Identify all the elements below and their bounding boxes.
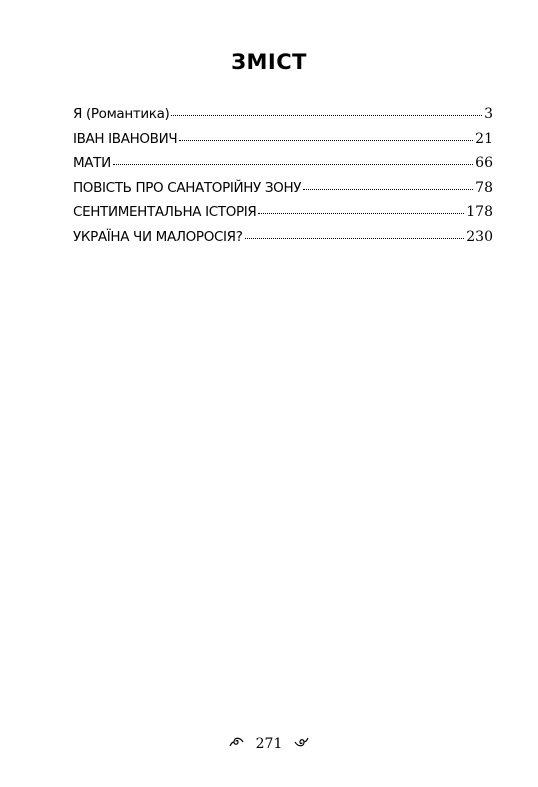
toc-entry[interactable]	[73, 180, 493, 205]
toc-entry-title: УКРАЇНА ЧИ МАЛОРОСІЯ?	[73, 228, 243, 245]
toc-entry-page: 230	[466, 228, 493, 245]
page-title: ЗМІСТ	[231, 50, 307, 74]
toc-leader-dots	[258, 212, 464, 214]
toc-entry[interactable]	[73, 229, 493, 254]
toc-entry[interactable]	[73, 204, 493, 229]
toc-leader-dots	[245, 237, 465, 239]
floral-ornament-left-icon	[229, 736, 245, 752]
toc-leader-dots	[171, 114, 482, 116]
toc-entry-title: ПОВІСТЬ ПРО САНАТОРІЙНУ ЗОНУ	[73, 179, 302, 196]
toc-entry-title: Я (Романтика)	[73, 106, 170, 122]
floral-ornament-right-icon	[293, 736, 309, 752]
toc-entry-page: 66	[475, 155, 493, 172]
toc-entry-page: 178	[466, 204, 493, 221]
table-of-contents	[73, 106, 493, 254]
toc-entry-page: 21	[475, 130, 493, 147]
toc-leader-dots	[113, 163, 473, 165]
toc-entry-title: ІВАН ІВАНОВИЧ	[73, 130, 178, 147]
page-footer	[0, 736, 538, 752]
toc-entry-title: СЕНТИМЕНТАЛЬНА ІСТОРІЯ	[73, 204, 257, 221]
page-number: 271	[255, 736, 283, 752]
toc-leader-dots	[179, 139, 473, 141]
toc-entry-page: 3	[484, 106, 493, 122]
toc-entry-page: 78	[475, 179, 493, 196]
toc-entry[interactable]	[73, 106, 493, 131]
toc-leader-dots	[303, 188, 473, 190]
toc-entry-title: МАТИ	[73, 155, 111, 172]
toc-entry[interactable]	[73, 131, 493, 156]
toc-entry[interactable]	[73, 155, 493, 180]
